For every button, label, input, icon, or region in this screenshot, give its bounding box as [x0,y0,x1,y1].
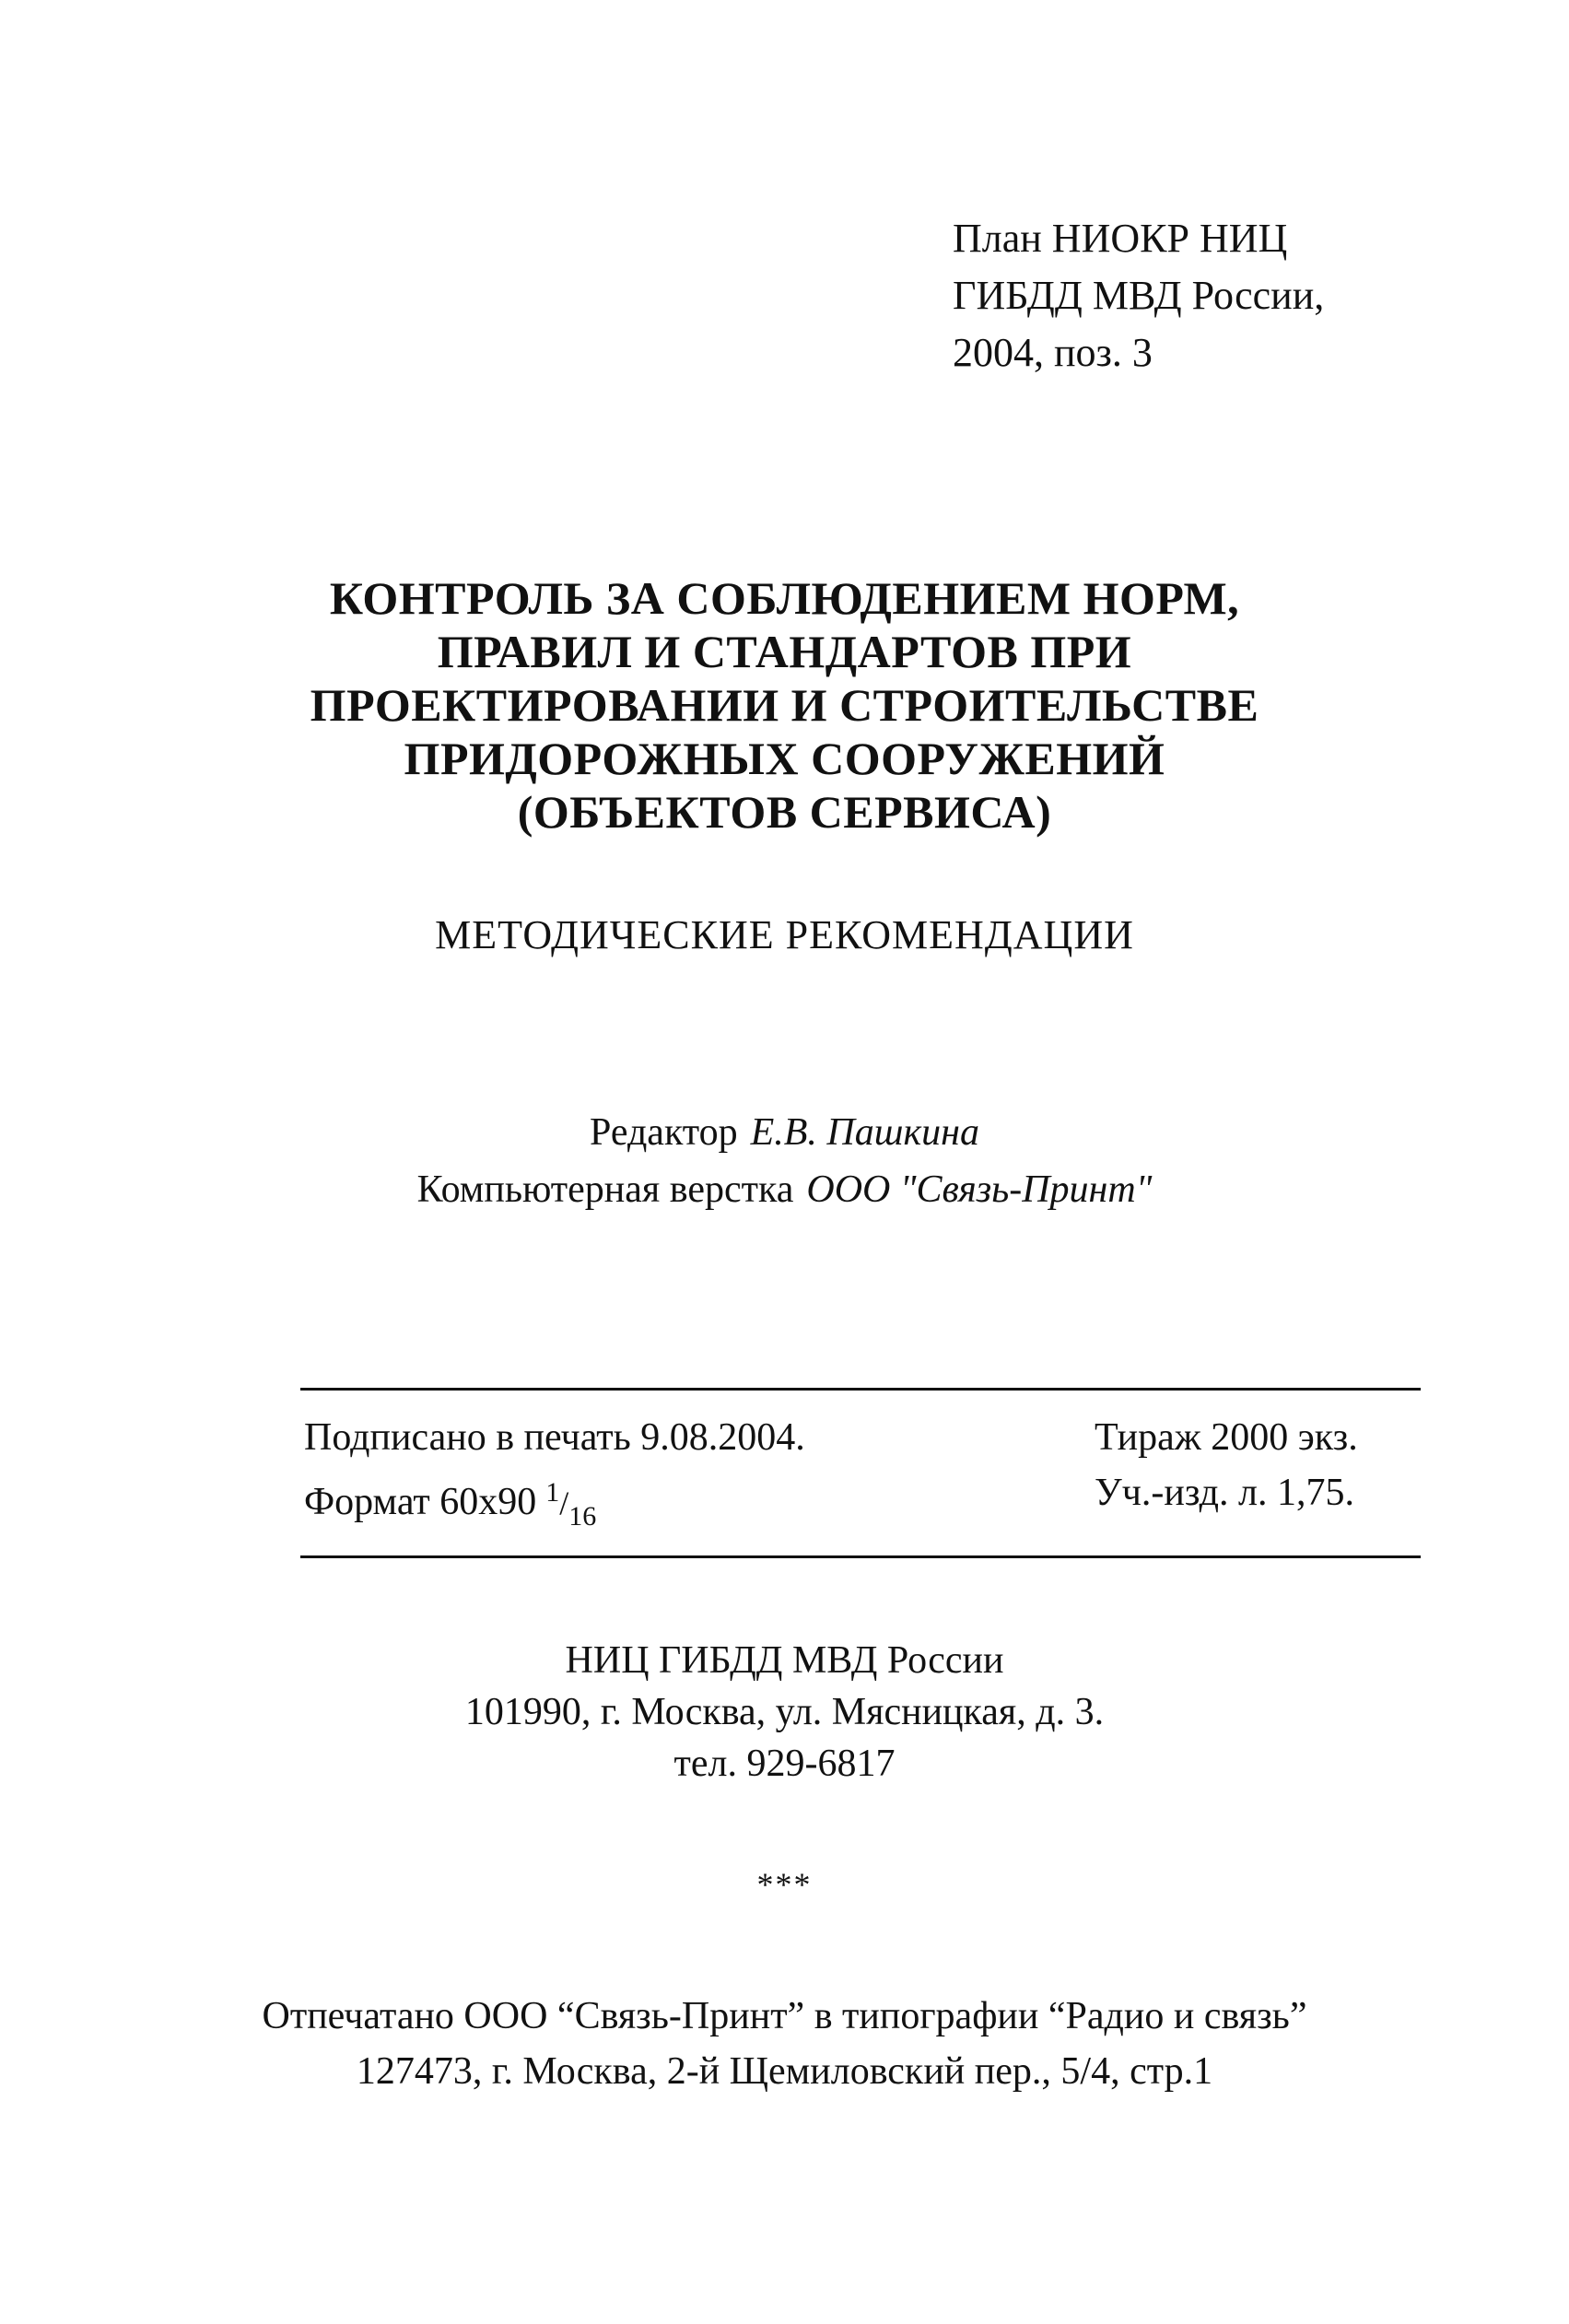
printer-block [0,1989,1569,2099]
plan-reference [953,210,1324,381]
signed-to-print: Подписано в печать 9.08.2004. [304,1416,805,1459]
publisher-name: НИЦ ГИБДД МВД России [565,1639,1004,1682]
title-line-3: ПРОЕКТИРОВАНИИ И СТРОИТЕЛЬСТВЕ [310,679,1259,731]
imprint-bottom-rule [300,1555,1421,1558]
imprint-row-2 [304,1465,1421,1532]
publisher-address: 101990, г. Москва, ул. Мясницкая, д. 3. [464,1691,1105,1733]
plan-line-3: 2004, поз. 3 [953,330,1153,375]
paper-format [304,1465,596,1544]
imprint-row-1 [304,1410,1421,1465]
section-separator: *** [756,1866,813,1903]
format-denominator: 16 [568,1501,597,1532]
editor-name: Е.В. Пашкина [750,1111,979,1154]
editor-line [0,1104,1569,1161]
document-title [0,571,1569,839]
format-label: Формат 60х90 [304,1481,537,1523]
imprint-top-rule [300,1388,1421,1391]
plan-line-2: ГИБДД МВД России, [953,273,1325,318]
title-line-1: КОНТРОЛЬ ЗА СОБЛЮДЕНИЕМ НОРМ, [329,572,1240,624]
printer-line-1: Отпечатано ООО “Связь-Принт” в типографии “Радио и связь” [262,1995,1307,2037]
layout-name: ООО "Связь-Принт" [806,1168,1153,1211]
credits [0,1104,1569,1218]
publisher-block [0,1635,1569,1790]
imprint-block [304,1410,1421,1532]
title-line-4: ПРИДОРОЖНЫХ СООРУЖЕНИЙ [404,733,1165,784]
publishing-sheets: Уч.-изд. л. 1,75. [1095,1472,1354,1514]
layout-line [0,1161,1569,1218]
plan-line-1: План НИОКР НИЦ [953,216,1288,261]
format-numerator: 1 [545,1477,560,1508]
editor-label: Редактор [590,1111,738,1154]
title-line-2: ПРАВИЛ И СТАНДАРТОВ ПРИ [437,626,1132,677]
layout-label: Компьютерная верстка [416,1168,794,1211]
circulation: Тираж 2000 экз. [1095,1416,1358,1459]
printer-line-2: 127473, г. Москва, 2-й Щемиловский пер., 5/4, стр.1 [356,2050,1213,2093]
format-slash: / [559,1485,569,1521]
publisher-phone: тел. 929-6817 [673,1743,896,1785]
title-line-5: (ОБЪЕКТОВ СЕРВИСА) [517,786,1052,838]
document-subtitle: МЕТОДИЧЕСКИЕ РЕКОМЕНДАЦИИ [435,912,1134,957]
